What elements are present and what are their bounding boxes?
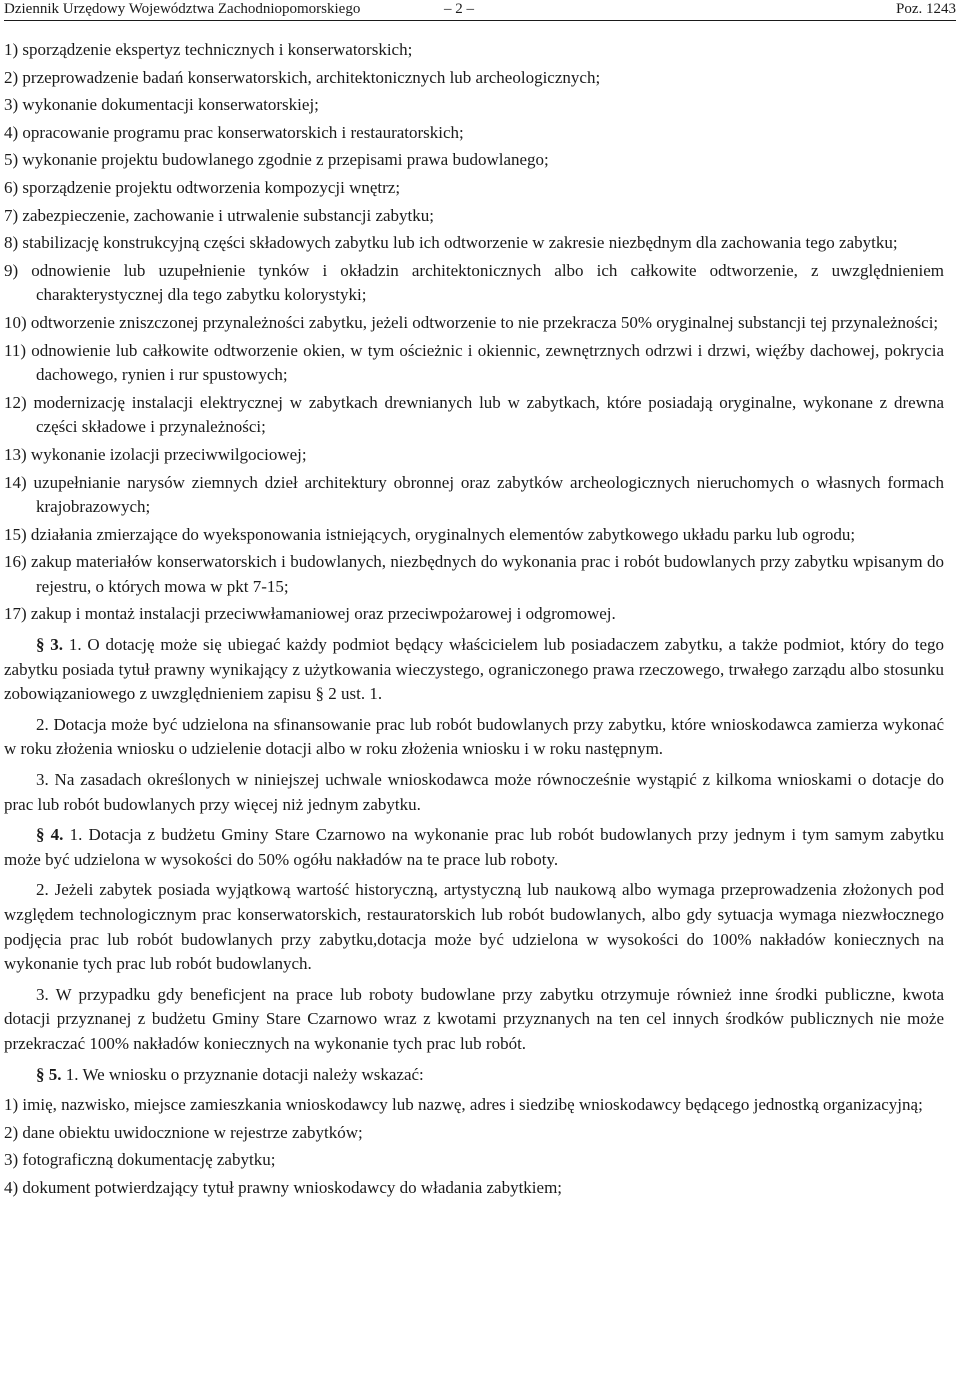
section-5-paragraph-1: [4, 1063, 944, 1088]
list-item: 12) modernizację instalacji elektrycznej w zabytkach drewnianych lub w zabytkach, które posiadają oryginalne, wykonane z drewna części składowe i przynależności;: [4, 392, 944, 437]
list-item: 6) sporządzenie projektu odtworzenia kompozycji wnętrz;: [4, 177, 401, 197]
list-item: 14) uzupełnianie narysów ziemnych dzieł architektury obronnej oraz zabytków archeologicznych nieruchomych o własnych formach krajobrazowych;: [4, 472, 944, 517]
document-body: [4, 38, 944, 1204]
list-item: 15) działania zmierzające do wyeksponowania istniejących, oryginalnych elementów zabytkowego układu parku lub ogrodu;: [4, 524, 856, 544]
list-item: 2) przeprowadzenie badań konserwatorskich, architektonicznych lub archeologicznych;: [4, 67, 601, 87]
list-item: 11) odnowienie lub całkowite odtworzenie okien, w tym ościeżnic i okiennic, zewnętrznych odrzwi i drzwi, więźby dachowej, pokrycia dachowego, rynien i rur spustowych;: [4, 340, 944, 385]
list-item: 16) zakup materiałów konserwatorskich i budowlanych, niezbędnych do wykonania prac i robót budowlanych przy zabytku wpisanym do rejestru, o których mowa w pkt 7-15;: [4, 552, 944, 596]
list-item: 17) zakup i montaż instalacji przeciwwłamaniowej oraz przeciwpożarowej i odgromowej.: [4, 604, 616, 624]
section-3-mark: § 3.: [36, 635, 64, 655]
list-item: 2) dane obiektu uwidocznione w rejestrze zabytków;: [4, 1122, 363, 1142]
list-item: 7) zabezpieczenie, zachowanie i utrwalenie substancji zabytku;: [4, 205, 434, 225]
section-4-mark: § 4.: [36, 825, 64, 845]
section-3-paragraph-1: [4, 633, 944, 707]
journal-title: Dziennik Urzędowy Województwa Zachodniopomorskiego: [4, 1, 361, 17]
section-4-paragraph-1: [4, 823, 944, 872]
section-3-paragraph-3: 3. Na zasadach określonych w niniejszej uchwale wnioskodawca może równocześnie wystąpić z kilkoma wnioskami o dotacje do prac lub robót budowlanych przy więcej niż jednym zabytku.: [4, 770, 944, 814]
list-item: 1) imię, nazwisko, miejsce zamieszkania wnioskodawcy lub nazwę, adres i siedzibę wnioskodawcy będącego jednostką organizacyjną;: [4, 1095, 923, 1115]
section-4-paragraph-3: 3. W przypadku gdy beneficjent na prace lub roboty budowlane przy zabytku otrzymuje również inne środki publiczne, kwota dotacji przyznanej z budżetu Gminy Stare Czarnowo wraz z kwotami przyznanych na ten cel innych środków publicznych nie może przekraczać 100% nakładów koniecznych na wykonanie tych prac lub robót.: [4, 984, 944, 1053]
position-number: Poz. 1243: [896, 1, 956, 17]
list-item: 9) odnowienie lub uzupełnienie tynków i okładzin architektonicznych albo ich całkowite odtworzenie, z uwzględnieniem charakterystycznej dla tego zabytku kolorystyki;: [4, 260, 944, 305]
section-4-paragraph-2: 2. Jeżeli zabytek posiada wyjątkową wartość historyczną, artystyczną lub naukową albo wymaga przeprowadzenia złożonych pod względem technologicznym prac konserwatorskich, restauratorskich lub robót budowlanych, albo gdy sytuacja wymaga niezwłocznego podjęcia prac lub robót budowlanych przy zabytku,dotacja może być udzielona w wysokości do 100% nakładów koniecznych na wykonanie tych prac lub robót budowlanych.: [4, 880, 944, 974]
list-item: 5) wykonanie projektu budowlanego zgodnie z przepisami prawa budowlanego;: [4, 150, 549, 170]
section-5-mark: § 5.: [36, 1064, 62, 1084]
works-list: [4, 38, 944, 627]
header-divider: [4, 20, 956, 21]
list-item: 13) wykonanie izolacji przeciwwilgociowej;: [4, 444, 307, 464]
section-4-text-1: 1. Dotacja z budżetu Gminy Stare Czarnowo na wykonanie prac lub robót budowlanych przy jednym i tym samym zabytku może być udzielona w wysokości do 50% ogółu nakładów na te prace lub roboty.: [4, 825, 944, 869]
section-3-text-1: 1. O dotację może się ubiegać każdy podmiot będący właścicielem lub posiadaczem zabytku, a także podmiot, który do tego zabytku posiada tytuł prawny wynikający z użytkowania wieczystego, ograniczonego prawa rzeczowego, trwałego zarządu albo stosunku zobowiązaniowego z uwzględnieniem zapisu § 2 ust. 1.: [4, 635, 944, 704]
page-number: – 2 –: [444, 1, 474, 17]
list-item: 3) wykonanie dokumentacji konserwatorskiej;: [4, 95, 319, 115]
list-item: 3) fotograficzną dokumentację zabytku;: [4, 1150, 276, 1170]
list-item: 1) sporządzenie ekspertyz technicznych i konserwatorskich;: [4, 40, 413, 59]
list-item: 10) odtworzenie zniszczonej przynależności zabytku, jeżeli odtworzenie to nie przekracza 50% oryginalnej substancji tej przynależności;: [4, 312, 939, 332]
list-item: 4) dokument potwierdzający tytuł prawny wnioskodawcy do władania zabytkiem;: [4, 1177, 563, 1197]
list-item: 4) opracowanie programu prac konserwatorskich i restauratorskich;: [4, 122, 464, 142]
application-requirements-list: [4, 1093, 944, 1200]
section-3-paragraph-2: 2. Dotacja może być udzielona na sfinansowanie prac lub robót budowlanych przy zabytku, które wnioskodawca zamierza wykonać w roku złożenia wniosku o udzielenie dotacji albo w roku złożenia wniosku i w roku następnym.: [4, 714, 944, 759]
list-item: 8) stabilizację konstrukcyjną części składowych zabytku lub ich odtworzenie w zakresie niezbędnym dla zachowania tego zabytku;: [4, 233, 898, 253]
section-5-text-1: 1. We wniosku o przyznanie dotacji należy wskazać:: [65, 1064, 424, 1084]
